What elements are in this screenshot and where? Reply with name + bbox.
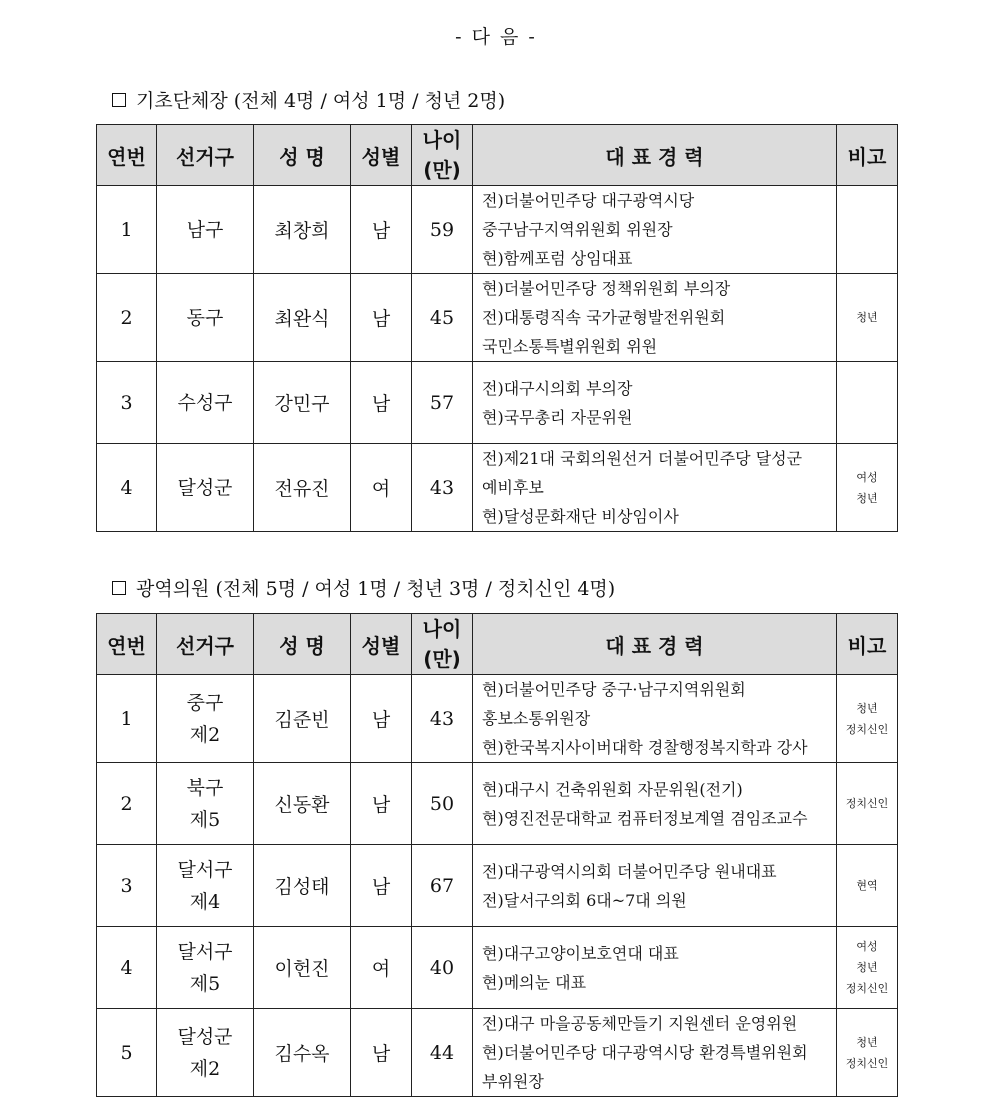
- note-badge: 청년: [856, 1035, 878, 1049]
- cell-no: 2: [97, 274, 157, 362]
- cell-age: 43: [412, 444, 473, 532]
- cell-no: 2: [97, 763, 157, 845]
- note-badge: 정치신인: [845, 982, 889, 995]
- cell-age: 59: [412, 186, 473, 274]
- district-line: 제4: [189, 890, 221, 913]
- cell-name: 강민구: [254, 362, 351, 444]
- district-line: 제2: [189, 1057, 221, 1080]
- district-line: 중구: [186, 691, 224, 714]
- cell-no: 1: [97, 186, 157, 274]
- cell-age: 57: [412, 362, 473, 444]
- note-badge: 정치신인: [845, 797, 889, 810]
- cell-age: 40: [412, 927, 473, 1009]
- cell-district: [157, 927, 254, 1009]
- cell-no: 4: [97, 927, 157, 1009]
- career-line: 현)함께포럼 상임대표: [482, 249, 633, 268]
- header-age-line1: 나이: [422, 128, 462, 152]
- cell-district: [157, 186, 254, 274]
- cell-gender: 여: [351, 444, 412, 532]
- header-name-text: 성 명: [279, 633, 325, 658]
- career-line: 전)제21대 국회의원선거 더불어민주당 달성군: [482, 449, 803, 468]
- header-age-line1: 나이: [422, 617, 462, 641]
- cell-note: [837, 274, 898, 362]
- checkbox-square-icon: [112, 93, 126, 107]
- district-line: 달서구: [177, 940, 233, 963]
- cell-career: [473, 274, 837, 362]
- cell-no: 4: [97, 444, 157, 532]
- cell-note: [837, 186, 898, 274]
- cell-career: [473, 444, 837, 532]
- cell-district: [157, 444, 254, 532]
- cell-note: [837, 444, 898, 532]
- career-line: 현)대구시 건축위원회 자문위원(전기): [482, 779, 743, 799]
- career-line: 전)대구시의회 부의장: [482, 378, 633, 398]
- career-line: 현)한국복지사이버대학 경찰행정복지학과 강사: [482, 738, 808, 757]
- header-career: 대 표 경 력: [473, 125, 837, 186]
- header-name-text: 성 명: [279, 144, 325, 169]
- table-header-row: [97, 614, 898, 675]
- header-career: 대 표 경 력: [473, 614, 837, 675]
- cell-age: 50: [412, 763, 473, 845]
- cell-career: [473, 362, 837, 444]
- career-line: 전)대구 마을공동체만들기 지원센터 운영위원: [482, 1014, 798, 1033]
- cell-age: 43: [412, 675, 473, 763]
- cell-name: 김준빈: [254, 675, 351, 763]
- note-badge: 청년: [856, 491, 878, 505]
- cell-age: 67: [412, 845, 473, 927]
- header-age: [412, 614, 473, 675]
- career-line: 전)대구광역시의회 더불어민주당 원내대표: [482, 861, 777, 881]
- cell-career: [473, 1009, 837, 1097]
- table-row: [97, 763, 898, 845]
- career-line: 현)메의눈 대표: [482, 972, 587, 992]
- section-heading-local-heads: [112, 86, 505, 113]
- district-line: 제5: [189, 972, 221, 995]
- career-line: 현)대구고양이보호연대 대표: [482, 943, 679, 963]
- cell-district: [157, 845, 254, 927]
- cell-gender: 남: [351, 675, 412, 763]
- header-name: [254, 125, 351, 186]
- career-line: 전)더불어민주당 대구광역시당: [482, 191, 695, 210]
- career-line: 국민소통특별위원회 위원: [482, 337, 658, 356]
- career-line: 현)더불어민주당 대구광역시당 환경특별위원회: [482, 1043, 808, 1062]
- header-age-line2: (만): [423, 647, 461, 671]
- cell-name: 김수옥: [254, 1009, 351, 1097]
- cell-note: [837, 845, 898, 927]
- cell-career: [473, 763, 837, 845]
- cell-name: 신동환: [254, 763, 351, 845]
- table-header-row: [97, 125, 898, 186]
- cell-district: [157, 763, 254, 845]
- career-line: 예비후보: [482, 478, 544, 497]
- header-age: [412, 125, 473, 186]
- cell-name: 이헌진: [254, 927, 351, 1009]
- career-line: 현)달성문화재단 비상임이사: [482, 507, 679, 526]
- section-heading-text: 기초단체장 (전체 4명 / 여성 1명 / 청년 2명): [136, 90, 506, 112]
- note-badge: 정치신인: [845, 722, 889, 736]
- cell-gender: 남: [351, 186, 412, 274]
- district-line: 동구: [186, 306, 224, 329]
- career-line: 전)대통령직속 국가균형발전위원회: [482, 308, 726, 327]
- section-heading-text: 광역의원 (전체 5명 / 여성 1명 / 청년 3명 / 정치신인 4명): [136, 578, 616, 600]
- table-row: [97, 274, 898, 362]
- district-line: 북구: [186, 776, 224, 799]
- cell-district: [157, 274, 254, 362]
- cell-district: [157, 362, 254, 444]
- cell-name: 최창희: [254, 186, 351, 274]
- cell-no: 5: [97, 1009, 157, 1097]
- district-line: 제2: [189, 723, 221, 746]
- cell-district: [157, 675, 254, 763]
- header-no: 연번: [97, 125, 157, 186]
- cell-gender: 남: [351, 1009, 412, 1097]
- header-no: 연번: [97, 614, 157, 675]
- cell-note: [837, 763, 898, 845]
- page-title: - 다 음 -: [455, 26, 537, 48]
- table-row: [97, 362, 898, 444]
- note-badge: 청년: [856, 961, 878, 974]
- district-line: 제5: [189, 808, 221, 831]
- table-row: [97, 845, 898, 927]
- table-row: [97, 1009, 898, 1097]
- table-row: [97, 927, 898, 1009]
- career-line: 현)영진전문대학교 컴퓨터정보계열 겸임조교수: [482, 808, 808, 828]
- table-row: [97, 675, 898, 763]
- cell-no: 3: [97, 845, 157, 927]
- table-row: [97, 444, 898, 532]
- cell-gender: 남: [351, 845, 412, 927]
- career-line: 중구남구지역위원회 위원장: [482, 220, 673, 239]
- header-note: 비고: [837, 125, 898, 186]
- note-badge: 여성: [856, 470, 878, 484]
- candidates-table-council: [96, 613, 898, 1097]
- header-note: 비고: [837, 614, 898, 675]
- cell-name: 전유진: [254, 444, 351, 532]
- table-row: [97, 186, 898, 274]
- cell-note: [837, 927, 898, 1009]
- district-line: 달서구: [177, 858, 233, 881]
- career-line: 현)더불어민주당 정책위원회 부의장: [482, 279, 731, 298]
- section-heading-council: [112, 574, 615, 601]
- cell-gender: 남: [351, 362, 412, 444]
- note-badge: 정치신인: [845, 1056, 889, 1070]
- cell-district: [157, 1009, 254, 1097]
- career-line: 홍보소통위원장: [482, 709, 591, 728]
- note-badge: 현역: [856, 879, 878, 892]
- header-gender: 성별: [351, 614, 412, 675]
- cell-note: [837, 1009, 898, 1097]
- candidates-table-local-heads: [96, 124, 898, 532]
- cell-no: 1: [97, 675, 157, 763]
- checkbox-square-icon: [112, 581, 126, 595]
- cell-age: 44: [412, 1009, 473, 1097]
- header-age-line2: (만): [423, 158, 461, 182]
- cell-gender: 남: [351, 274, 412, 362]
- note-badge: 청년: [856, 701, 878, 715]
- cell-note: [837, 362, 898, 444]
- header-district: 선거구: [157, 614, 254, 675]
- cell-career: [473, 186, 837, 274]
- cell-note: [837, 675, 898, 763]
- cell-name: 김성태: [254, 845, 351, 927]
- header-gender: 성별: [351, 125, 412, 186]
- header-district: 선거구: [157, 125, 254, 186]
- cell-career: [473, 675, 837, 763]
- note-badge: 청년: [856, 311, 878, 324]
- career-line: 전)달서구의회 6대~7대 의원: [482, 890, 687, 910]
- career-line: 현)국무총리 자문위원: [482, 407, 633, 427]
- district-line: 남구: [186, 218, 224, 241]
- district-line: 달성군: [177, 1025, 233, 1048]
- cell-gender: 여: [351, 927, 412, 1009]
- career-line: 현)더불어민주당 중구·남구지역위원회: [482, 680, 746, 699]
- district-line: 수성구: [177, 391, 233, 414]
- header-name: [254, 614, 351, 675]
- cell-gender: 남: [351, 763, 412, 845]
- career-line: 부위원장: [482, 1072, 544, 1091]
- cell-no: 3: [97, 362, 157, 444]
- district-line: 달성군: [177, 476, 233, 499]
- cell-career: [473, 845, 837, 927]
- cell-name: 최완식: [254, 274, 351, 362]
- cell-age: 45: [412, 274, 473, 362]
- note-badge: 여성: [856, 940, 878, 953]
- cell-career: [473, 927, 837, 1009]
